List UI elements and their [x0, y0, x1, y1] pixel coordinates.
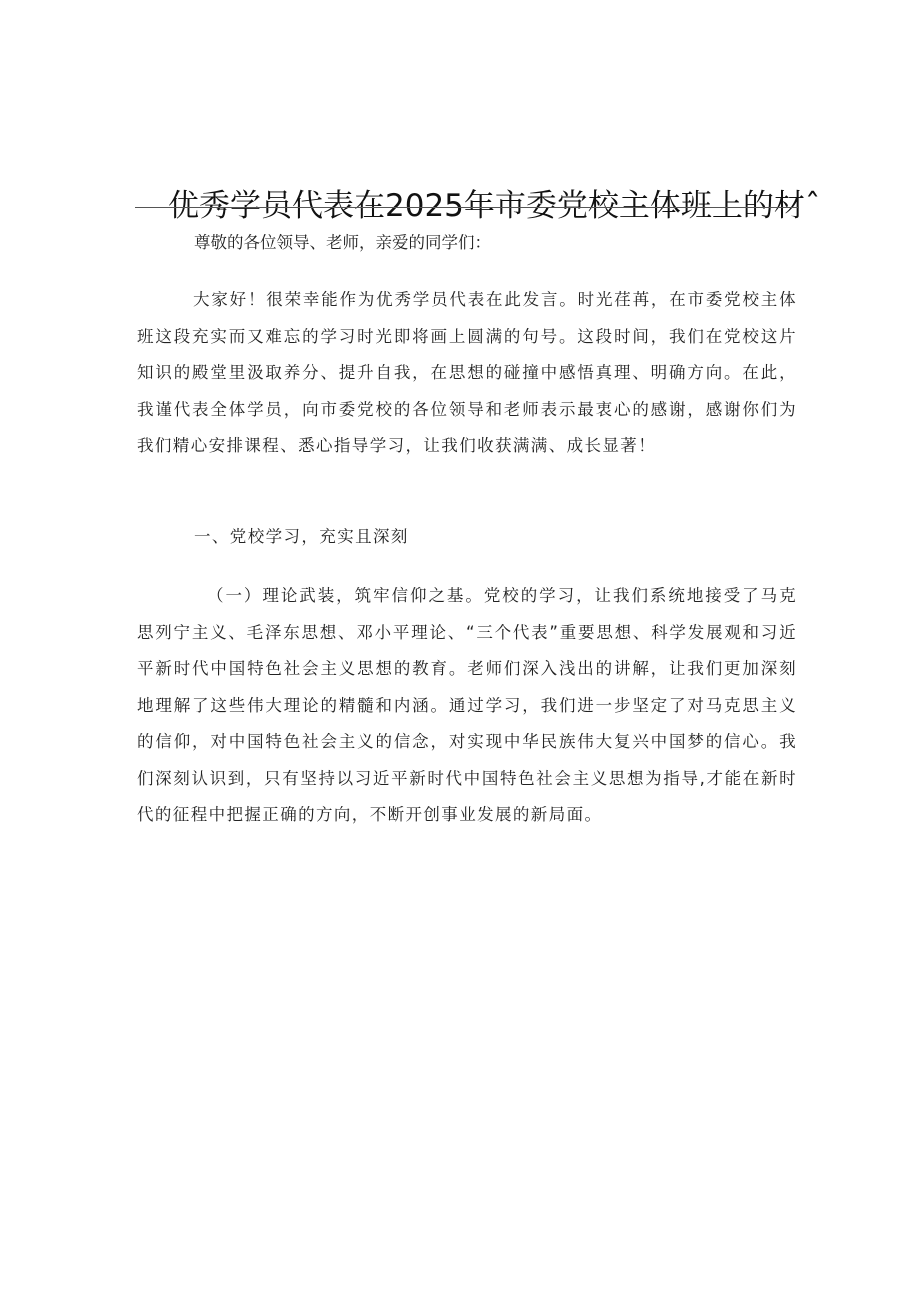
salutation: 尊敬的各位领导、老师，亲爱的同学们： [194, 233, 491, 252]
paragraph-intro: 大家好！很荣幸能作为优秀学员代表在此发言。时光荏苒，在市委党校主体班这段充实而又难忘的学习时光即将画上圆满的句号。这段时间，我们在党校这片知识的殿堂里汲取养分、提升自我，在思想的碰撞中感悟真理、明确方向。在此，我谨代表全体学员，向市委党校的各位领导和老师表示最衷心的感谢，感谢你们为我们精心安排课程、悉心指导学习，让我们收获满满、成长显著！ [137, 290, 797, 455]
paragraph-theory: （一）理论武装，筑牢信仰之基。党校的学习，让我们系统地接受了马克思列宁主义、毛泽东思想、邓小平理论、“三个代表”重要思想、科学发展观和习近平新时代中国特色社会主义思想的教育。老师们深入浅出的讲解，让我们更加深刻地理解了这些伟大理论的精髓和内涵。通过学习，我们进一步坚定了对马克思主义的信仰，对中国特色社会主义的信念，对实现中华民族伟大复兴中国梦的信心。我们深刻认识到，只有坚持以习近平新时代中国特色社会主义思想为指导,才能在新时代的征程中把握正确的方向，不断开创事业发展的新局面。 [137, 586, 797, 824]
document-title: 优秀学员代表在2025年市委党校主体班上的材ˆ [168, 187, 821, 224]
section-heading: 一、党校学习，充实且深刻 [194, 527, 409, 546]
title-underline [135, 207, 799, 208]
